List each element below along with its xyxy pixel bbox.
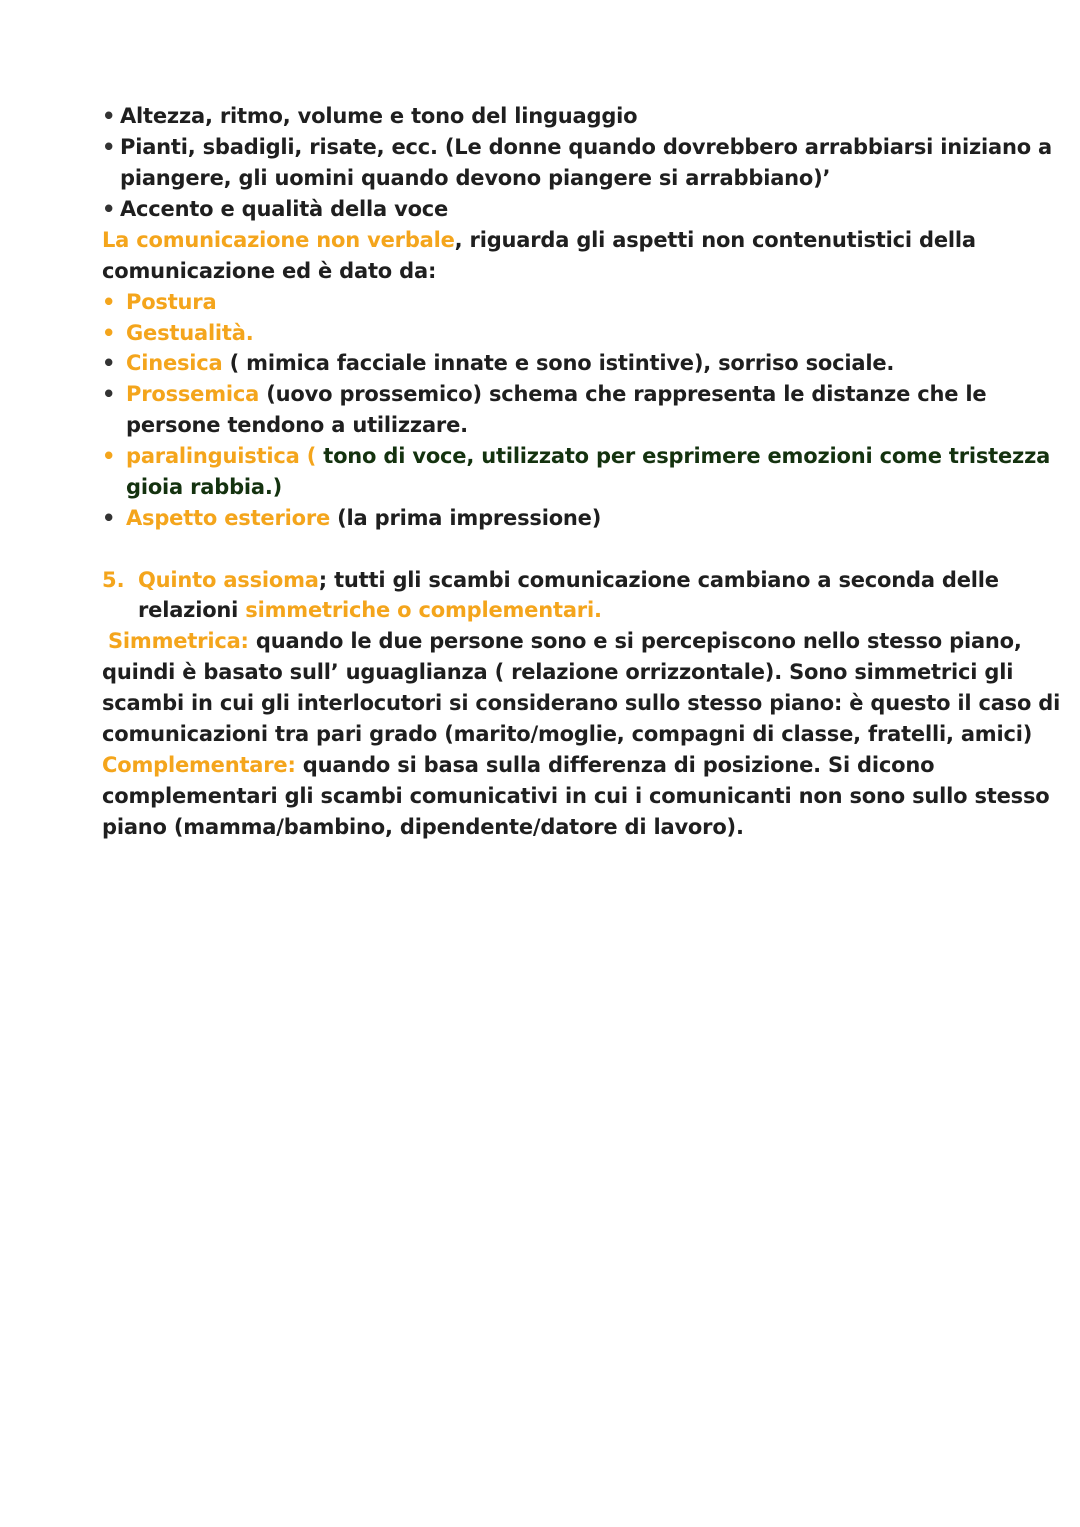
bullet: • bbox=[102, 290, 116, 314]
simmetrica-line-4: comunicazioni tra pari grado (marito/moglie, compagni di classe, fratelli, amici) bbox=[102, 722, 1033, 746]
nonverbal-intro-line2: comunicazione ed è dato da: bbox=[102, 259, 437, 283]
axiom5-title: Quinto assioma bbox=[138, 568, 319, 592]
bullet: • bbox=[102, 444, 116, 468]
axiom5-sep: ; bbox=[318, 568, 327, 592]
simmetrica-line-3: scambi in cui gli interlocutori si considerano sullo stesso piano: è questo il caso di bbox=[102, 691, 1061, 715]
item-paralinguistica-line2: gioia rabbia.) bbox=[126, 475, 283, 499]
bullet: • bbox=[102, 382, 116, 406]
item-prossemica-line2: persone tendono a utilizzare. bbox=[126, 413, 468, 437]
complementare-term: Complementare: bbox=[102, 753, 296, 777]
item-prossemica bbox=[126, 379, 986, 410]
bullet: • bbox=[102, 506, 116, 530]
complementare-line-2: complementari gli scambi comunicativi in cui i comunicanti non sono sullo stesso bbox=[102, 784, 1050, 808]
prossemica-text: (uovo prossemico) schema che rappresenta le distanze che le bbox=[259, 382, 987, 406]
item-paralinguistica bbox=[126, 441, 1050, 472]
list-item: Pianti, sbadigli, risate, ecc. (Le donne quando dovrebbero arrabbiarsi iniziano a bbox=[120, 135, 1053, 159]
simmetrica-line-1 bbox=[108, 626, 1022, 657]
complementare-line-1 bbox=[102, 750, 934, 781]
item-postura: Postura bbox=[126, 290, 217, 314]
paralinguistica-text: tono di voce, utilizzato per esprimere emozioni come tristezza bbox=[323, 444, 1051, 468]
item-aspetto bbox=[126, 503, 601, 534]
paralinguistica-term: paralinguistica ( bbox=[126, 444, 324, 468]
nonverbal-intro-text: , riguarda gli aspetti non contenutistici della bbox=[454, 228, 976, 252]
item-gestualita: Gestualità. bbox=[126, 321, 254, 345]
axiom5-line2-term: simmetriche o complementari bbox=[245, 598, 594, 622]
axiom5-line2-pre: relazioni bbox=[138, 598, 246, 622]
axiom5-line2 bbox=[138, 595, 602, 626]
simmetrica-term: Simmetrica: bbox=[108, 629, 249, 653]
bullet: • bbox=[102, 135, 116, 159]
complementare-text: quando si basa sulla differenza di posizione. Si dicono bbox=[295, 753, 935, 777]
axiom5-text: tutti gli scambi comunicazione cambiano a seconda delle bbox=[326, 568, 999, 592]
nonverbal-term: La comunicazione non verbale bbox=[102, 228, 455, 252]
aspetto-term: Aspetto esteriore bbox=[126, 506, 331, 530]
complementare-line-3: piano (mamma/bambino, dipendente/datore di lavoro). bbox=[102, 815, 744, 839]
cinesica-term: Cinesica bbox=[126, 351, 223, 375]
simmetrica-line-2: quindi è basato sull’ uguaglianza ( relazione orrizzontale). Sono simmetrici gli bbox=[102, 660, 1014, 684]
axiom5-heading bbox=[138, 565, 999, 596]
aspetto-text: (la prima impressione) bbox=[330, 506, 602, 530]
axiom5-line2-end: . bbox=[593, 598, 602, 622]
nonverbal-intro bbox=[102, 225, 976, 256]
prossemica-term: Prossemica bbox=[126, 382, 260, 406]
list-item-continuation: piangere, gli uomini quando devono piangere si arrabbiano)’ bbox=[120, 166, 831, 190]
cinesica-text: ( mimica facciale innate e sono istintive), sorriso sociale. bbox=[222, 351, 895, 375]
bullet: • bbox=[102, 197, 116, 221]
simmetrica-text: quando le due persone sono e si percepiscono nello stesso piano, bbox=[248, 629, 1022, 653]
bullet: • bbox=[102, 351, 116, 375]
bullet: • bbox=[102, 104, 116, 128]
item-cinesica bbox=[126, 348, 894, 379]
list-item: Altezza, ritmo, volume e tono del linguaggio bbox=[120, 104, 638, 128]
bullet: • bbox=[102, 321, 116, 345]
list-item: Accento e qualità della voce bbox=[120, 197, 449, 221]
axiom-number: 5. bbox=[102, 568, 125, 592]
